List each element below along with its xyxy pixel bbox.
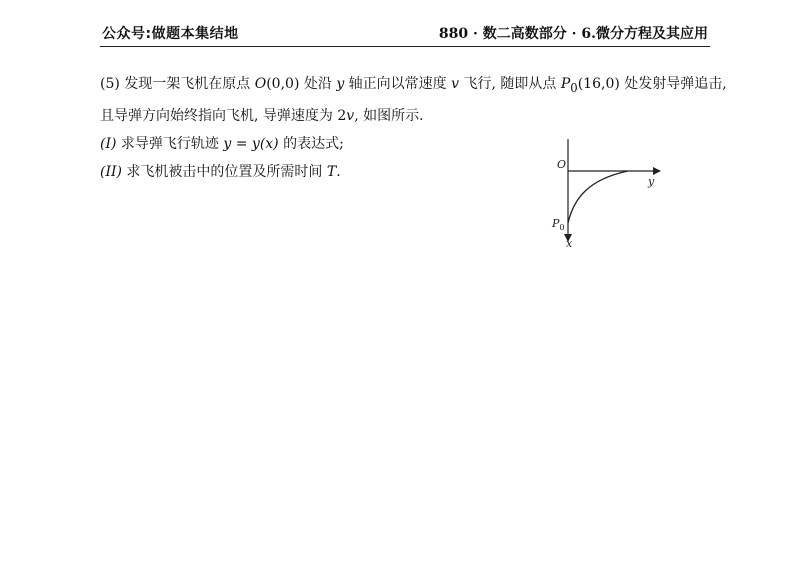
math-v: v (451, 76, 460, 92)
origin-label: O (557, 158, 567, 171)
header-chapter: 880 · 数二高数部分 · 6.微分方程及其应用 (438, 26, 708, 42)
point-label-letter: P (552, 217, 560, 230)
text-segment: 求导弹飞行轨迹 (116, 135, 224, 152)
text-segment: (16,0) 处发射导弹追击, (577, 76, 727, 92)
text-segment: 且导弹方向始终指向飞机, 导弹速度为 2 (100, 107, 347, 124)
math-v: v (346, 107, 355, 124)
text-segment: (5) 发现一架飞机在原点 (100, 76, 255, 92)
math-y: y (336, 76, 345, 92)
text-segment: , 如图所示. (354, 107, 424, 124)
text-segment: 求飞机被击中的位置及所需时间 (121, 163, 327, 180)
text-segment: 飞行, 随即从点 (459, 76, 561, 92)
x-axis-label: x (566, 237, 573, 250)
problem-line-1 (100, 70, 727, 102)
text-segment: (0,0) 处沿 (266, 76, 337, 92)
pursuit-figure (540, 135, 665, 250)
pursuit-curve (568, 171, 628, 223)
text-segment: 轴正向以常速度 (344, 76, 452, 92)
header-source: 公众号:做题本集结地 (102, 26, 239, 42)
text-segment: 的表达式; (278, 135, 344, 152)
math-P: P (560, 76, 571, 92)
math-subscript: 0 (570, 80, 578, 95)
point-label-subscript: 0 (559, 223, 565, 232)
question-number: (I) (100, 135, 117, 152)
question-number: (II) (100, 163, 122, 180)
point-label (551, 217, 565, 232)
problem-line-2 (100, 102, 710, 130)
math-T: T (326, 163, 337, 180)
y-axis-label: y (648, 175, 655, 188)
math-O: O (254, 76, 267, 92)
pursuit-diagram (540, 135, 665, 250)
math-equation: y = y(x) (223, 135, 279, 152)
page-header (100, 20, 710, 47)
text-segment: . (336, 163, 341, 180)
